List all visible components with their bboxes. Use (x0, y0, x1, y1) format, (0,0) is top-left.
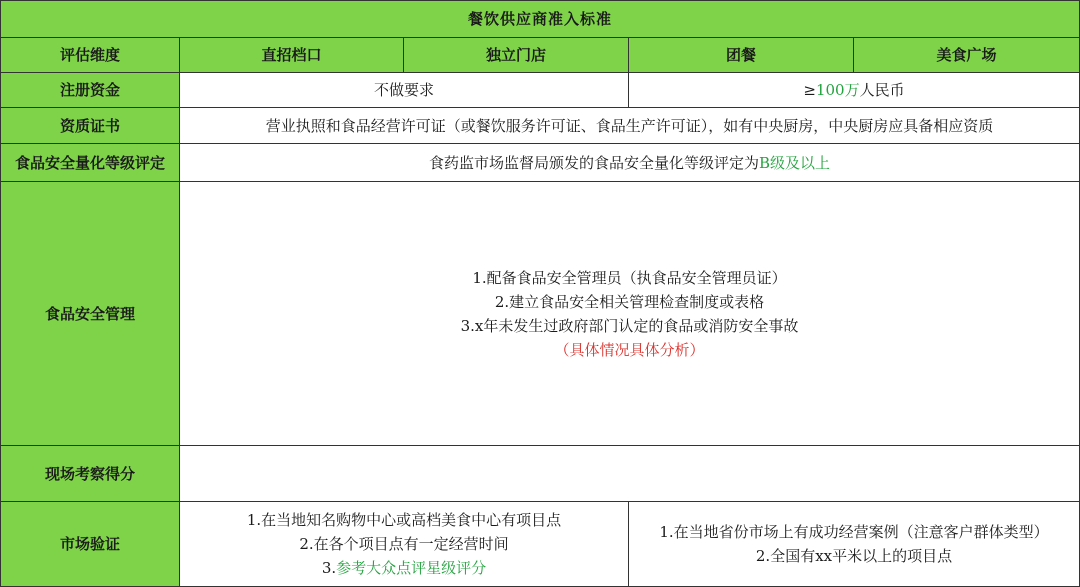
grade-prefix: 食药监市场监督局颁发的食品安全量化等级评定为 (428, 153, 759, 172)
header-col-direct-stall: 直招档口 (180, 38, 404, 73)
row-label-qualification: 资质证书 (1, 108, 180, 144)
grade-value (180, 144, 1080, 182)
onsite-value (180, 446, 1080, 502)
row-label-grade: 食品安全量化等级评定 (1, 144, 180, 182)
market-left-line-2: 2.在各个项目点有一定经营时间 (299, 535, 509, 553)
safety-line-1: 1.配备食品安全管理员（执食品安全管理员证） (472, 268, 787, 287)
capital-right-suffix: 人民币 (859, 81, 905, 99)
safety-line-3: 3.x年未发生过政府部门认定的食品或消防安全事故 (460, 316, 799, 335)
market-left-line-1: 1.在当地知名购物中心或高档美食中心有项目点 (246, 511, 562, 529)
header-col-food-court: 美食广场 (854, 38, 1080, 73)
row-label-safety: 食品安全管理 (1, 182, 180, 446)
row-label-onsite: 现场考察得分 (1, 446, 180, 502)
safety-note: （具体情况具体分析） (554, 340, 705, 359)
safety-value (180, 182, 1080, 446)
market-left-line-3-highlight: 参考大众点评星级评分 (336, 559, 487, 577)
safety-line-2: 2.建立食品安全相关管理检查制度或表格 (494, 292, 765, 311)
capital-right-value (629, 73, 1080, 108)
grade-highlight: B级及以上 (759, 153, 831, 172)
capital-right-highlight: 100万 (815, 81, 860, 99)
market-right-line-1: 1.在当地省份市场上有成功经营案例（注意客户群体类型） (659, 523, 1049, 541)
row-label-capital: 注册资金 (1, 73, 180, 108)
market-left-line-3 (180, 556, 628, 580)
capital-right-prefix: ≥ (803, 81, 816, 99)
header-col-standalone-store: 独立门店 (404, 38, 629, 73)
header-col-group-catering: 团餐 (629, 38, 854, 73)
market-right-value (629, 502, 1080, 587)
table-title: 餐饮供应商准入标准 (1, 1, 1080, 38)
market-right-line-2: 2.全国有xx平米以上的项目点 (755, 547, 953, 565)
market-left-value (180, 502, 629, 587)
capital-left-value: 不做要求 (180, 73, 629, 108)
market-left-line-3-prefix: 3. (321, 559, 337, 577)
row-label-market: 市场验证 (1, 502, 180, 587)
qualification-value: 营业执照和食品经营许可证（或餐饮服务许可证、食品生产许可证），如有中央厨房，中央厨房应具备相应资质 (180, 108, 1080, 144)
header-dimension: 评估维度 (1, 38, 180, 73)
